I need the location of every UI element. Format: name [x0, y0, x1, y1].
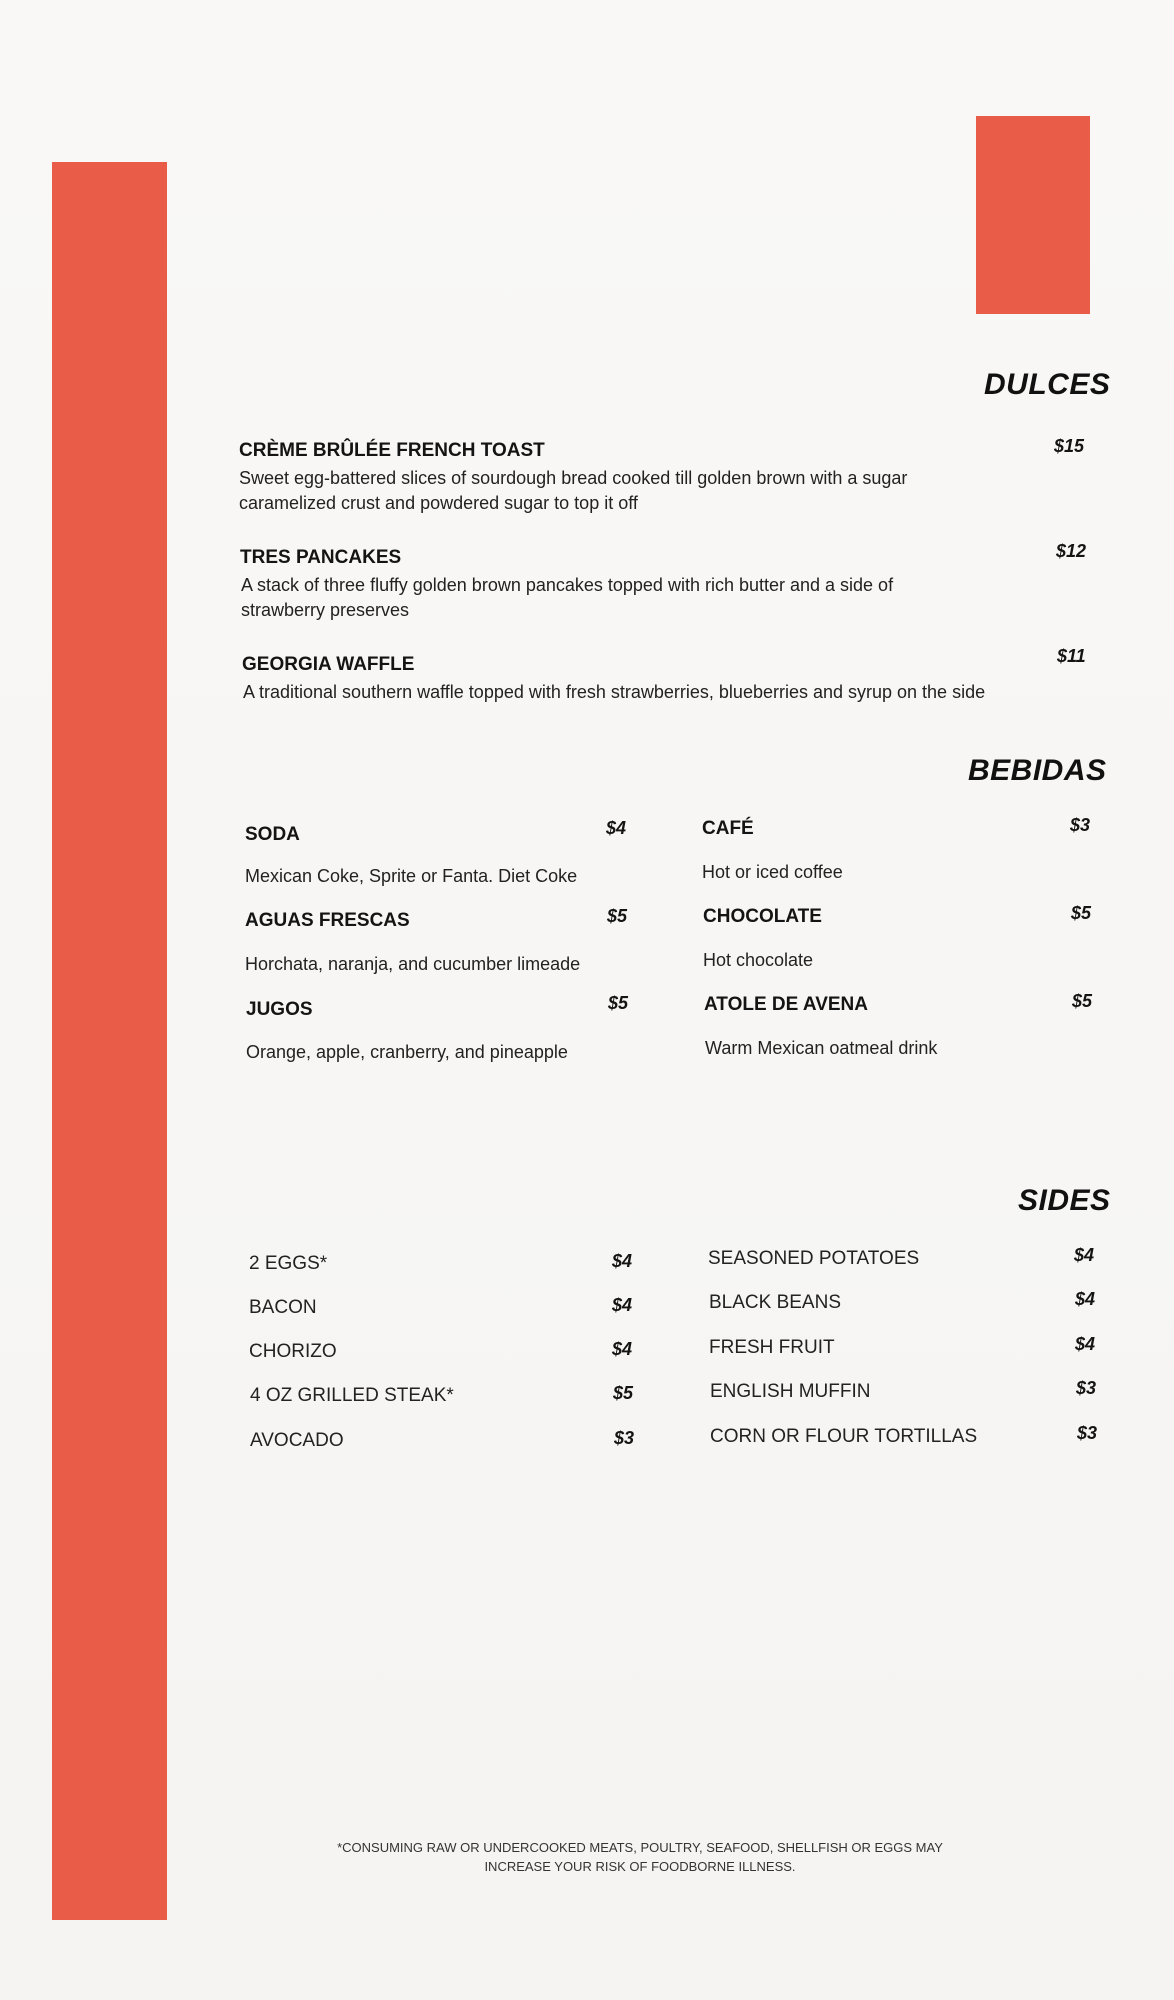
- side-name-4-oz-grilled-steak: 4 OZ GRILLED STEAK*: [250, 1385, 454, 1406]
- drink-price-jugos: $5: [608, 993, 629, 1013]
- item-name-tres-pancakes: TRES PANCAKES: [240, 547, 402, 568]
- item-name-georgia-waffle: GEORGIA WAFFLE: [242, 654, 415, 675]
- side-name-black-beans: BLACK BEANS: [709, 1292, 841, 1313]
- item-price-georgia-waffle: $11: [1057, 646, 1086, 666]
- drink-price-aguas-frescas: $5: [607, 906, 628, 926]
- disclaimer-line-1: *CONSUMING RAW OR UNDERCOOKED MEATS, POULTRY, SEAFOOD, SHELLFISH OR EGGS MAY: [337, 1840, 943, 1855]
- drink-desc-chocolate: Hot chocolate: [703, 950, 814, 970]
- drink-name-cafe: CAFÉ: [702, 818, 754, 839]
- item-desc-creme-brulee-french-toast: Sweet egg-battered slices of sourdough bread cooked till golden brown with a sugar caramelized crust and powdered sugar to top it off: [239, 468, 908, 513]
- side-name-fresh-fruit: FRESH FRUIT: [709, 1337, 835, 1358]
- side-price-4-oz-grilled-steak: $5: [613, 1383, 634, 1403]
- decorative-top-square: [976, 116, 1090, 314]
- drink-price-chocolate: $5: [1071, 903, 1092, 923]
- item-name-creme-brulee-french-toast: CRÈME BRÛLÉE FRENCH TOAST: [239, 440, 545, 461]
- drink-name-aguas-frescas: AGUAS FRESCAS: [245, 910, 410, 931]
- drink-name-soda: SODA: [245, 824, 300, 845]
- drink-desc-cafe: Hot or iced coffee: [702, 862, 843, 882]
- side-price-fresh-fruit: $4: [1075, 1334, 1096, 1354]
- item-desc-tres-pancakes: A stack of three fluffy golden brown pancakes topped with rich butter and a side of strawberry preserves: [241, 575, 894, 620]
- side-name-bacon: BACON: [249, 1297, 317, 1318]
- side-price-corn-or-flour-tortillas: $3: [1077, 1423, 1098, 1443]
- item-price-creme-brulee-french-toast: $15: [1054, 436, 1085, 456]
- drink-desc-soda: Mexican Coke, Sprite or Fanta. Diet Coke: [245, 866, 578, 886]
- side-price-english-muffin: $3: [1076, 1378, 1097, 1398]
- item-price-tres-pancakes: $12: [1056, 541, 1087, 561]
- section-title-bebidas: BEBIDAS: [968, 754, 1107, 787]
- drink-name-jugos: JUGOS: [246, 999, 313, 1020]
- side-name-english-muffin: ENGLISH MUFFIN: [710, 1381, 871, 1402]
- side-price-avocado: $3: [614, 1428, 635, 1448]
- side-name-corn-or-flour-tortillas: CORN OR FLOUR TORTILLAS: [710, 1426, 978, 1447]
- section-title-sides: SIDES: [1018, 1184, 1111, 1217]
- side-price-black-beans: $4: [1075, 1289, 1096, 1309]
- disclaimer-line-2: INCREASE YOUR RISK OF FOODBORNE ILLNESS.: [484, 1859, 796, 1874]
- side-price-chorizo: $4: [612, 1339, 633, 1359]
- item-desc-georgia-waffle: A traditional southern waffle topped with fresh strawberries, blueberries and syrup on the side: [243, 682, 986, 702]
- drink-desc-aguas-frescas: Horchata, naranja, and cucumber limeade: [245, 954, 581, 974]
- section-title-dulces: DULCES: [984, 368, 1111, 401]
- decorative-left-bar: [52, 162, 167, 1920]
- drink-price-soda: $4: [606, 818, 627, 838]
- side-name-avocado: AVOCADO: [250, 1430, 344, 1451]
- side-name-seasoned-potatoes: SEASONED POTATOES: [708, 1248, 920, 1269]
- side-price-2-eggs: $4: [612, 1251, 633, 1271]
- side-price-bacon: $4: [612, 1295, 633, 1315]
- side-name-2-eggs: 2 EGGS*: [249, 1253, 328, 1274]
- foodborne-illness-disclaimer: [300, 1838, 980, 1876]
- drink-desc-jugos: Orange, apple, cranberry, and pineapple: [246, 1042, 568, 1062]
- drink-desc-atole-de-avena: Warm Mexican oatmeal drink: [705, 1038, 938, 1058]
- drink-price-cafe: $3: [1070, 815, 1091, 835]
- side-name-chorizo: CHORIZO: [249, 1341, 337, 1362]
- side-price-seasoned-potatoes: $4: [1074, 1245, 1095, 1265]
- drink-price-atole-de-avena: $5: [1072, 991, 1093, 1011]
- drink-name-chocolate: CHOCOLATE: [703, 906, 822, 927]
- drink-name-atole-de-avena: ATOLE DE AVENA: [704, 994, 868, 1015]
